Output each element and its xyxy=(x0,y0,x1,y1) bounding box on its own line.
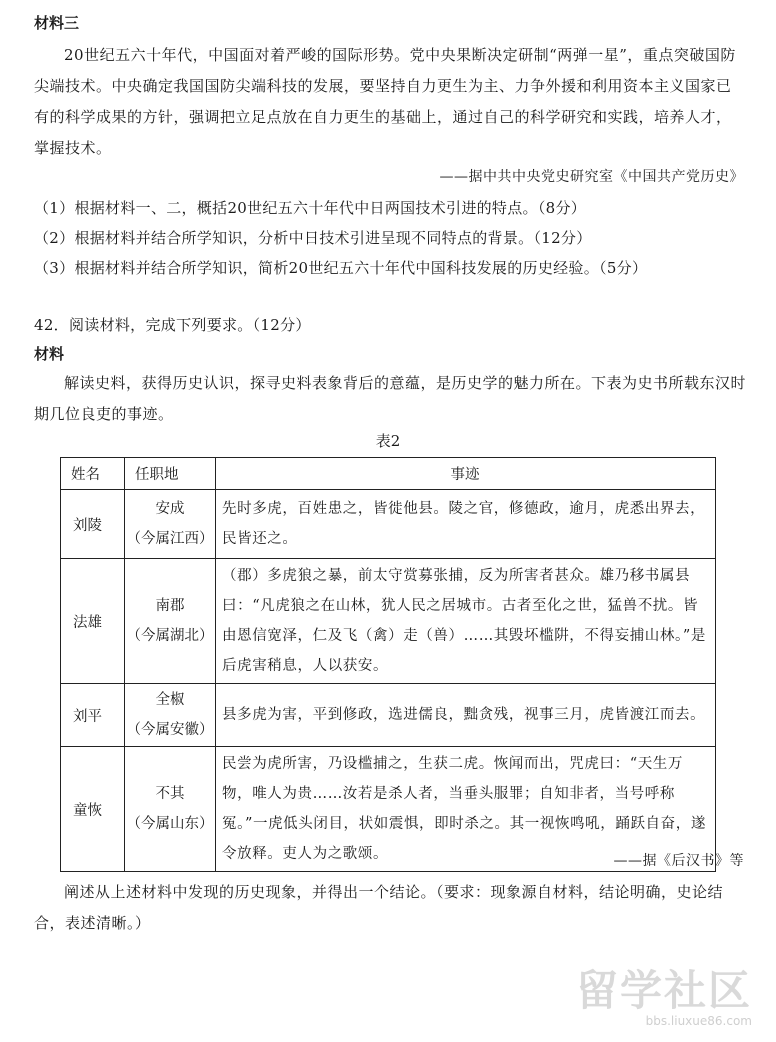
place-now: （今属安徽） xyxy=(126,722,214,738)
watermark-logo xyxy=(576,958,752,1028)
row-deeds: 县多虎为害，平到修政，选进儒良，黜贪残，视事三月，虎皆渡江而去。 xyxy=(216,684,716,747)
row-name: 刘陵 xyxy=(61,490,125,559)
place-name: 南郡 xyxy=(155,598,185,614)
header-deeds: 事迹 xyxy=(216,458,716,490)
place-name: 全椒 xyxy=(155,692,185,708)
material3-heading: 材料三 xyxy=(34,14,80,32)
table-row xyxy=(61,559,716,684)
question-41-2: （2）根据材料并结合所学知识，分析中日技术引进呈现不同特点的背景。（12分） xyxy=(34,229,592,247)
question-42-title: 42．阅读材料，完成下列要求。（12分） xyxy=(34,316,311,334)
material3-source: ——据中共中央党史研究室《中国共产党历史》 xyxy=(439,169,744,185)
row-place xyxy=(125,747,216,872)
watermark-text: 留学社区 xyxy=(575,966,752,1015)
q42-intro: 解读史料，获得历史认识，探寻史料表象背后的意蕴，是历史学的魅力所在。下表为史书所载东汉时期几位良吏的事迹。 xyxy=(34,374,747,423)
q42-material-heading: 材料 xyxy=(34,345,65,363)
row-name: 刘平 xyxy=(61,684,125,747)
row-name: 法雄 xyxy=(61,559,125,684)
place-name: 安成 xyxy=(155,501,185,517)
header-name: 姓名 xyxy=(61,458,125,490)
header-place: 任职地 xyxy=(125,458,216,490)
q42-task: 阐述从上述材料中发现的历史现象，并得出一个结论。（要求：现象源自材料，结论明确，史论结合，表述清晰。） xyxy=(34,883,724,932)
row-deeds: 先时多虎，百姓患之，皆徙他县。陵之官，修德政，逾月，虎悉出界去，民皆还之。 xyxy=(216,490,716,559)
material3-paragraph: 20世纪五六十年代，中国面对着严峻的国际形势。党中央果断决定研制“两弹一星”，重点突破国防尖端技术。中央确定我国国防尖端科技的发展，要坚持自力更生为主、力争外援和利用资本主义国家已有的科学成果的方针，强调把立足点放在自力更生的基础上，通过自己的科学研究和实践，培养人才，掌握技术。 xyxy=(34,46,736,157)
place-now: （今属山东） xyxy=(126,816,214,832)
place-now: （今属湖北） xyxy=(126,628,214,644)
place-now: （今属江西） xyxy=(126,531,214,547)
row-place xyxy=(125,559,216,684)
q42-source: ——据《后汉书》等 xyxy=(613,853,744,869)
table-title: 表2 xyxy=(375,432,401,450)
row-place xyxy=(125,684,216,747)
officials-table xyxy=(60,457,716,872)
row-name: 童恢 xyxy=(61,747,125,872)
table-row xyxy=(61,684,716,747)
row-deeds: 民尝为虎所害，乃设槛捕之，生获二虎。恢闻而出，咒虎曰：“天生万物，唯人为贵……汝若是杀人者，当垂头服罪；自知非者，当号呼称冤。”一虎低头闭目，状如震惧，即时杀之。其一视恢鸣吼，踊跃自奋，遂令放释。吏人为之歌颂。 xyxy=(216,747,716,872)
place-name: 不其 xyxy=(155,786,185,802)
question-41-3: （3）根据材料并结合所学知识，简析20世纪五六十年代中国科技发展的历史经验。（5分） xyxy=(34,259,648,277)
table-row xyxy=(61,490,716,559)
question-41-1: （1）根据材料一、二，概括20世纪五六十年代中日两国技术引进的特点。（8分） xyxy=(34,199,587,217)
watermark-url: bbs.liuxue86.com xyxy=(645,1014,752,1028)
row-place xyxy=(125,490,216,559)
row-deeds: （郡）多虎狼之暴，前太守赏募张捕，反为所害者甚众。雄乃移书属县曰：“凡虎狼之在山林，犹人民之居城市。古者至化之世，猛兽不扰。皆由恩信宽泽，仁及飞（禽）走（兽）……其毁坏槛阱，不得妄捕山林。”是后虎害稍息，人以获安。 xyxy=(216,559,716,684)
table-header-row xyxy=(61,458,716,490)
